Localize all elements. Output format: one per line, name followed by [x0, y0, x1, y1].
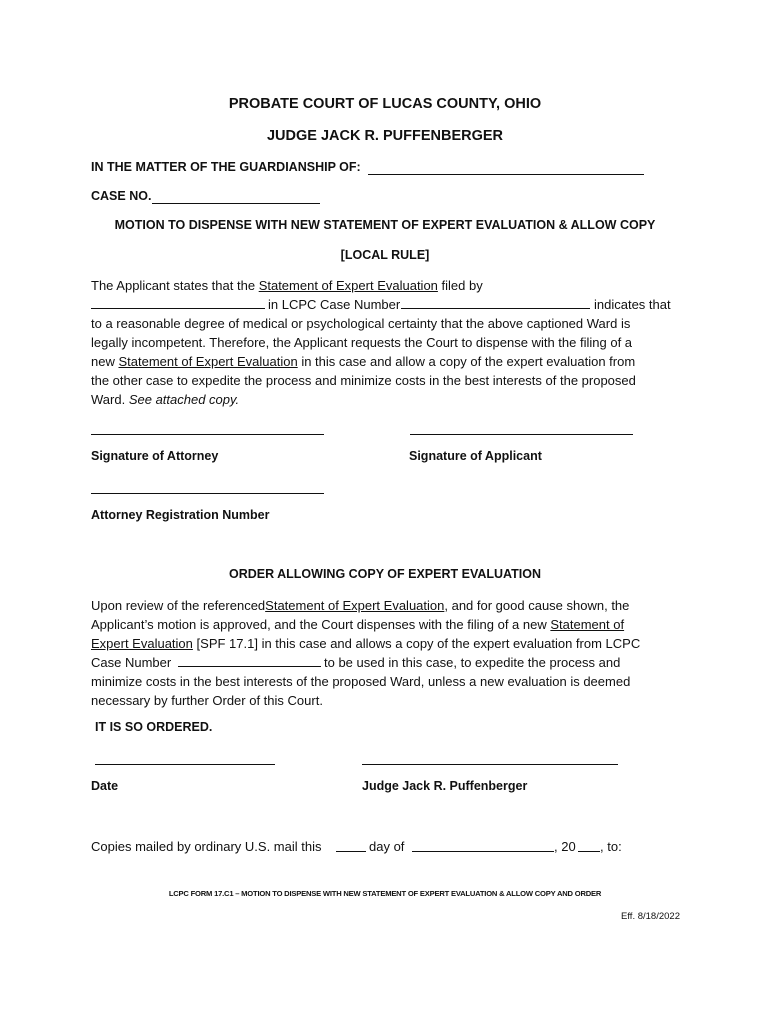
copies-month-field[interactable] [412, 851, 554, 852]
judge-signature-label: Judge Jack R. Puffenberger [362, 779, 528, 793]
order-line-4a: Case Number [91, 655, 172, 670]
motion-line-7: Ward. See attached copy. [91, 392, 240, 407]
judge-signature-field[interactable] [362, 764, 618, 765]
copies-year-field[interactable] [578, 851, 600, 852]
order-line-1: Upon review of the referencedStatement of Expert Evaluation, and for good cause shown, the [91, 598, 630, 613]
copies-text-a: Copies mailed by ordinary U.S. mail this [91, 839, 322, 854]
judge-title: JUDGE JACK R. PUFFENBERGER [266, 128, 504, 144]
statement-link: Statement of Expert Evaluation [258, 278, 438, 293]
motion-line-4: legally incompetent. Therefore, the Applicant requests the Court to dispense with the filing of a [91, 335, 633, 350]
guardianship-label: IN THE MATTER OF THE GUARDIANSHIP OF: [91, 160, 361, 174]
attorney-signature-field[interactable] [91, 434, 324, 435]
so-ordered: IT IS SO ORDERED. [95, 720, 213, 734]
applicant-signature-field[interactable] [410, 434, 633, 435]
motion-line-2b: indicates that [594, 297, 671, 312]
motion-title: MOTION TO DISPENSE WITH NEW STATEMENT OF EXPERT EVALUATION & ALLOW COPY [114, 218, 656, 232]
order-line-2: Applicant’s motion is approved, and the Court dispenses with the filing of a new Statement of [91, 617, 625, 632]
local-rule: [LOCAL RULE] [340, 248, 430, 262]
statement-link: Expert Evaluation [91, 636, 193, 651]
registration-number-field[interactable] [91, 493, 324, 494]
statement-link: Statement of Expert Evaluation [265, 598, 445, 613]
copies-text-b: day of [369, 839, 405, 854]
applicant-signature-label: Signature of Applicant [409, 449, 542, 463]
order-case-number-field[interactable] [178, 666, 321, 667]
lcpc-case-number-field[interactable] [401, 308, 590, 309]
registration-number-label: Attorney Registration Number [91, 508, 270, 522]
attorney-signature-label: Signature of Attorney [91, 449, 219, 463]
order-title: ORDER ALLOWING COPY OF EXPERT EVALUATION [228, 567, 542, 581]
date-label: Date [91, 779, 119, 793]
guardianship-name-field[interactable] [368, 174, 644, 175]
case-no-label: CASE NO. [91, 189, 152, 203]
motion-line-1: The Applicant states that the Statement of Expert Evaluation filed by [91, 278, 483, 293]
effective-date: Eff. 8/18/2022 [621, 911, 680, 922]
order-line-4b: to be used in this case, to expedite the process and [324, 655, 621, 670]
case-no-field[interactable] [152, 203, 320, 204]
order-line-3: Expert Evaluation [SPF 17.1] in this case and allows a copy of the expert evaluation from LCPC [91, 636, 641, 651]
statement-link: Statement of Expert Evaluation [118, 354, 298, 369]
date-field[interactable] [95, 764, 275, 765]
copies-text-c: , 20 [554, 839, 576, 854]
court-title: PROBATE COURT OF LUCAS COUNTY, OHIO [228, 96, 542, 112]
motion-line-5: new Statement of Expert Evaluation in this case and allow a copy of the expert evaluation from [91, 354, 636, 369]
filed-by-field[interactable] [91, 308, 265, 309]
motion-line-2a: in LCPC Case Number [268, 297, 401, 312]
form-footer: LCPC FORM 17.C1 – MOTION TO DISPENSE WITH NEW STATEMENT OF EXPERT EVALUATION & ALLOW COPY AND ORDER [168, 889, 602, 898]
motion-line-3: to a reasonable degree of medical or psychological certainty that the above captioned Ward is [91, 316, 631, 331]
order-line-6: necessary by further Order of this Court. [91, 693, 323, 708]
order-line-5: minimize costs in the best interests of the proposed Ward, unless a new evaluation is deemed [91, 674, 631, 689]
copies-text-d: , to: [600, 839, 622, 854]
copies-day-field[interactable] [336, 851, 366, 852]
statement-link: Statement of [550, 617, 625, 632]
motion-line-6: the other case to expedite the process and minimize costs in the best interests of the proposed [91, 373, 636, 388]
